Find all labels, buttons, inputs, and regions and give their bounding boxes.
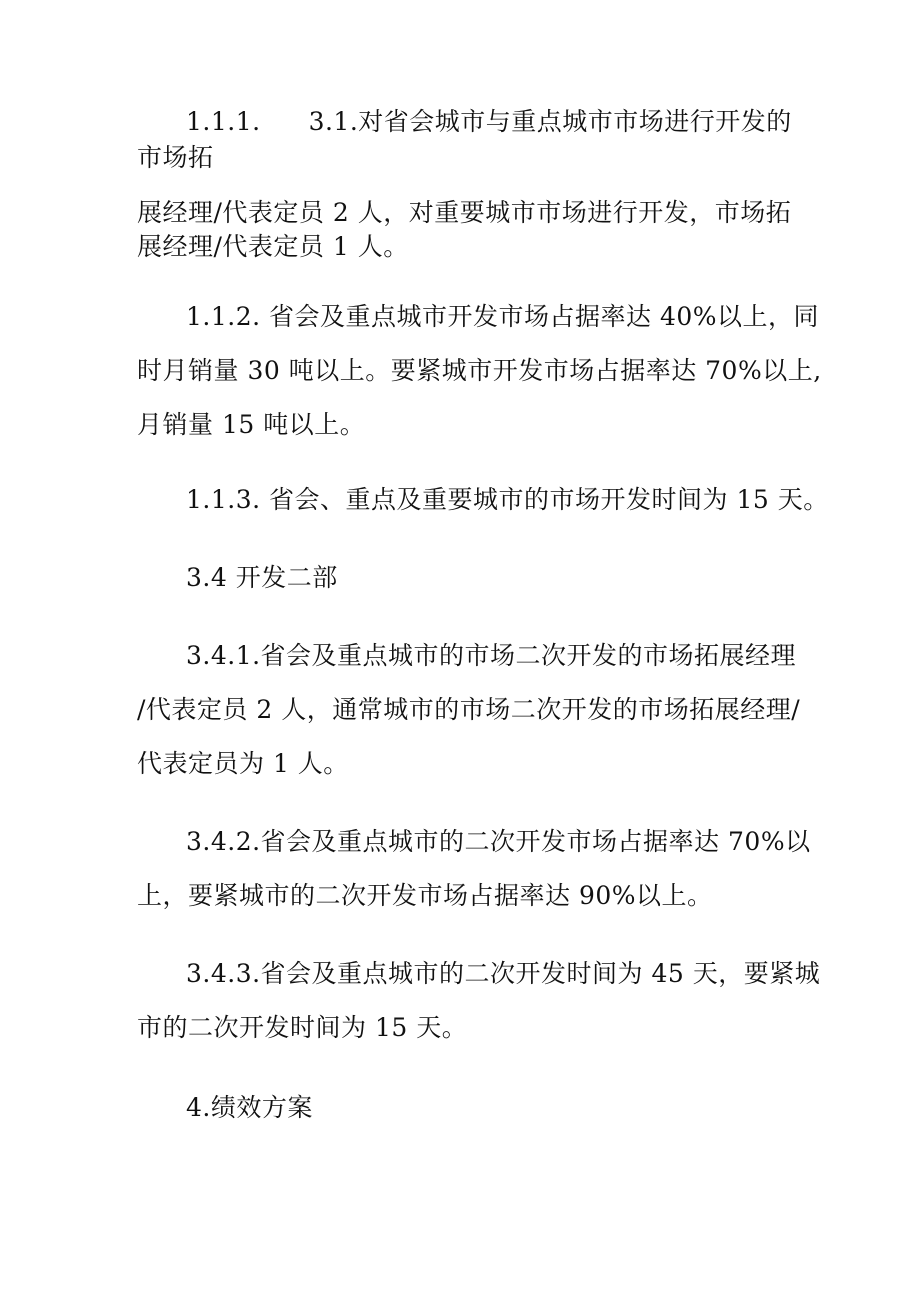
paragraph-4-line-2: /代表定员 2 人，通常城市的市场二次开发的市场拓展经理/ — [137, 695, 801, 724]
paragraph-1-line-4: 展经理/代表定员 1 人。 — [137, 232, 409, 261]
paragraph-1-line-2: 市场拓 — [137, 143, 214, 172]
paragraph-6-line-2: 市的二次开发时间为 15 天。 — [137, 1013, 468, 1042]
paragraph-4-line-1: 3.4.1.省会及重点城市的市场二次开发的市场拓展经理 — [186, 641, 797, 670]
paragraph-4-line-3: 代表定员为 1 人。 — [137, 749, 349, 778]
section-number-1-1-1: 1.1.1. — [186, 107, 261, 136]
paragraph-2-line-2: 时月销量 30 吨以上。要紧城市开发市场占据率达 70%以上, — [137, 356, 822, 385]
paragraph-5-line-1: 3.4.2.省会及重点城市的二次开发市场占据率达 70%以 — [186, 827, 811, 856]
paragraph-6-line-1: 3.4.3.省会及重点城市的二次开发时间为 45 天，要紧城 — [186, 959, 821, 988]
paragraph-3-line-1: 1.1.3. 省会、重点及重要城市的市场开发时间为 15 天。 — [186, 485, 829, 514]
section-heading-4: 4.绩效方案 — [186, 1093, 313, 1122]
paragraph-1-line-1 — [186, 106, 792, 138]
paragraph-2-line-1: 1.1.2. 省会及重点城市开发市场占据率达 40%以上，同 — [186, 302, 820, 331]
paragraph-2-line-3: 月销量 15 吨以上。 — [137, 410, 366, 439]
section-heading-3-4: 3.4 开发二部 — [186, 563, 338, 592]
paragraph-5-line-2: 上，要紧城市的二次开发市场占据率达 90%以上。 — [137, 881, 713, 910]
paragraph-1-text: 3.1.对省会城市与重点城市市场进行开发的 — [308, 107, 792, 136]
paragraph-1-line-3: 展经理/代表定员 2 人，对重要城市市场进行开发，市场拓 — [137, 198, 792, 227]
